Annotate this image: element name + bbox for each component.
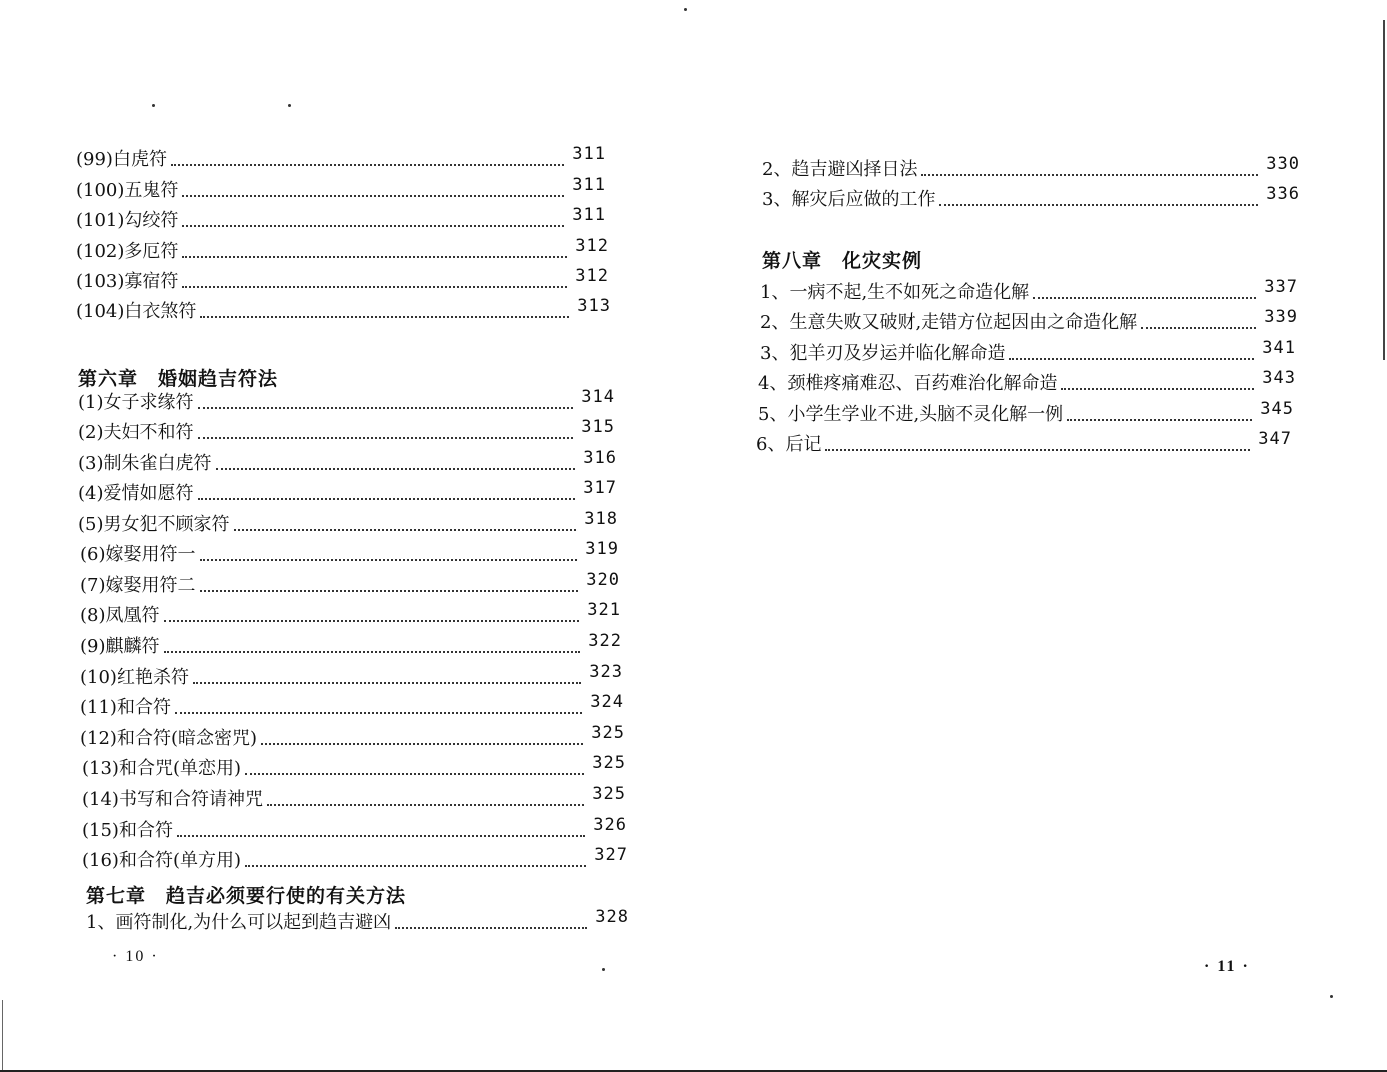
dot-leader	[245, 773, 584, 775]
entry-title: 1、一病不起,生不如死之命造化解	[760, 282, 1030, 303]
dot-leader	[1009, 358, 1254, 360]
entry-page-number: 324	[590, 692, 624, 712]
toc-entry	[760, 339, 1296, 365]
entry-page-number: 317	[583, 478, 617, 498]
dot-leader	[261, 743, 583, 745]
left-page	[0, 0, 690, 1072]
toc-entry	[80, 540, 619, 566]
scan-speck	[288, 104, 291, 107]
toc-entry	[762, 185, 1300, 211]
entry-title: 5、小学生学业不进,头脑不灵化解一例	[758, 404, 1064, 425]
entry-page-number: 341	[1262, 338, 1296, 358]
entry-title: (101)勾绞符	[76, 210, 179, 231]
dot-leader	[182, 256, 567, 258]
dot-leader	[182, 195, 564, 197]
dot-leader	[175, 712, 582, 714]
entry-page-number: 347	[1258, 429, 1292, 449]
toc-entry	[762, 155, 1300, 181]
dot-leader	[825, 449, 1250, 451]
entry-title: 1、画符制化,为什么可以起到趋吉避凶	[86, 912, 392, 933]
entry-title: (11)和合符	[80, 697, 171, 718]
dot-leader	[921, 174, 1258, 176]
dot-leader	[182, 286, 567, 288]
page-edge	[1383, 20, 1385, 360]
entry-title: (3)制朱雀白虎符	[78, 453, 212, 474]
entry-page-number: 315	[581, 417, 615, 437]
entry-title: (15)和合符	[82, 820, 173, 841]
entry-page-number: 325	[592, 753, 626, 773]
dot-leader	[193, 682, 581, 684]
dot-leader	[267, 804, 584, 806]
toc-entry	[80, 663, 623, 689]
toc-entry	[76, 176, 606, 202]
toc-entry	[78, 388, 615, 414]
entry-title: 2、生意失败又破财,走错方位起因由之命造化解	[760, 312, 1138, 333]
entry-title: (7)嫁娶用符二	[80, 575, 196, 596]
entry-page-number: 336	[1266, 184, 1300, 204]
toc-entry	[86, 908, 629, 934]
dot-leader	[171, 164, 564, 166]
entry-title: (16)和合符(单方用)	[82, 850, 241, 871]
dot-leader	[216, 468, 576, 470]
toc-entry	[76, 145, 606, 171]
entry-page-number: 320	[586, 570, 620, 590]
entry-title: (100)五鬼符	[76, 180, 179, 201]
entry-page-number: 311	[572, 144, 606, 164]
entry-page-number: 319	[585, 539, 619, 559]
entry-page-number: 328	[595, 907, 629, 927]
page-number-left: · 10 ·	[112, 948, 159, 965]
page-number-right: · 11 ·	[1204, 958, 1250, 975]
toc-entry	[756, 430, 1292, 456]
entry-page-number: 318	[584, 509, 618, 529]
dot-leader	[234, 529, 577, 531]
dot-leader	[164, 651, 581, 653]
dot-leader	[182, 225, 564, 227]
entry-title: 3、解灾后应做的工作	[762, 189, 936, 210]
entry-title: (99)白虎符	[76, 149, 167, 170]
entry-title: 6、后记	[756, 434, 822, 455]
entry-title: (2)夫妇不和符	[78, 422, 194, 443]
chapter-heading: 第六章 婚姻趋吉符法	[78, 368, 279, 390]
chapter-heading: 第七章 趋吉必须要行使的有关方法	[86, 885, 407, 907]
dot-leader	[200, 590, 579, 592]
dot-leader	[1141, 327, 1256, 329]
entry-title: 2、趋吉避凶择日法	[762, 159, 918, 180]
entry-title: (12)和合符(暗念密咒)	[80, 728, 257, 749]
entry-title: 3、犯羊刃及岁运并临化解命造	[760, 343, 1006, 364]
entry-title: (102)多厄符	[76, 241, 179, 262]
toc-entry	[76, 297, 611, 323]
dot-leader	[1067, 419, 1252, 421]
entry-page-number: 337	[1264, 277, 1298, 297]
toc-entry	[76, 206, 606, 232]
entry-page-number: 316	[583, 448, 617, 468]
toc-entry	[82, 785, 626, 811]
entry-title: (103)寡宿符	[76, 271, 179, 292]
toc-entry	[758, 400, 1294, 426]
right-page	[690, 0, 1387, 1072]
dot-leader	[1061, 388, 1254, 390]
toc-entry	[78, 418, 615, 444]
scan-speck	[602, 968, 605, 971]
entry-title: (8)凤凰符	[80, 605, 160, 626]
entry-title: (9)麒麟符	[80, 636, 160, 657]
entry-page-number: 326	[593, 815, 627, 835]
toc-entry	[758, 369, 1296, 395]
toc-entry	[760, 308, 1298, 334]
dot-leader	[395, 927, 587, 929]
dot-leader	[198, 437, 574, 439]
entry-page-number: 339	[1264, 307, 1298, 327]
entry-page-number: 327	[594, 845, 628, 865]
entry-title: 4、颈椎疼痛难忍、百药难治化解命造	[758, 373, 1058, 394]
entry-page-number: 321	[587, 600, 621, 620]
entry-page-number: 325	[592, 784, 626, 804]
entry-page-number: 323	[589, 662, 623, 682]
toc-entry	[78, 449, 617, 475]
entry-title: (1)女子求缘符	[78, 392, 194, 413]
dot-leader	[245, 865, 586, 867]
entry-page-number: 313	[577, 296, 611, 316]
entry-title: (13)和合咒(单恋用)	[82, 758, 241, 779]
toc-entry	[760, 278, 1298, 304]
dot-leader	[1033, 297, 1256, 299]
toc-entry	[80, 693, 624, 719]
dot-leader	[200, 559, 578, 561]
toc-entry	[82, 846, 628, 872]
toc-entry	[76, 267, 609, 293]
entry-page-number: 314	[581, 387, 615, 407]
toc-entry	[78, 510, 618, 536]
entry-title: (4)爱情如愿符	[78, 483, 194, 504]
dot-leader	[200, 316, 569, 318]
entry-page-number: 311	[572, 205, 606, 225]
entry-title: (14)书写和合符请神咒	[82, 789, 263, 810]
scan-speck	[684, 8, 687, 11]
entry-page-number: 312	[575, 236, 609, 256]
entry-title: (10)红艳杀符	[80, 667, 189, 688]
entry-title: (104)白衣煞符	[76, 301, 197, 322]
dot-leader	[198, 407, 574, 409]
page-edge	[2, 1000, 3, 1070]
entry-page-number: 312	[575, 266, 609, 286]
toc-entry	[80, 724, 625, 750]
dot-leader	[164, 620, 580, 622]
entry-page-number: 322	[588, 631, 622, 651]
entry-page-number: 345	[1260, 399, 1294, 419]
toc-entry	[78, 479, 617, 505]
scan-speck	[1330, 995, 1333, 998]
entry-page-number: 325	[591, 723, 625, 743]
toc-entry	[80, 632, 622, 658]
toc-entry	[76, 237, 609, 263]
entry-title: (6)嫁娶用符一	[80, 544, 196, 565]
dot-leader	[177, 835, 585, 837]
dot-leader	[198, 498, 576, 500]
entry-page-number: 330	[1266, 154, 1300, 174]
scan-speck	[152, 104, 155, 107]
chapter-heading: 第八章 化灾实例	[762, 250, 923, 272]
entry-title: (5)男女犯不顾家符	[78, 514, 230, 535]
toc-entry	[82, 754, 626, 780]
toc-entry	[82, 816, 627, 842]
dot-leader	[939, 204, 1258, 206]
toc-entry	[80, 571, 620, 597]
entry-page-number: 311	[572, 175, 606, 195]
toc-entry	[80, 601, 621, 627]
entry-page-number: 343	[1262, 368, 1296, 388]
